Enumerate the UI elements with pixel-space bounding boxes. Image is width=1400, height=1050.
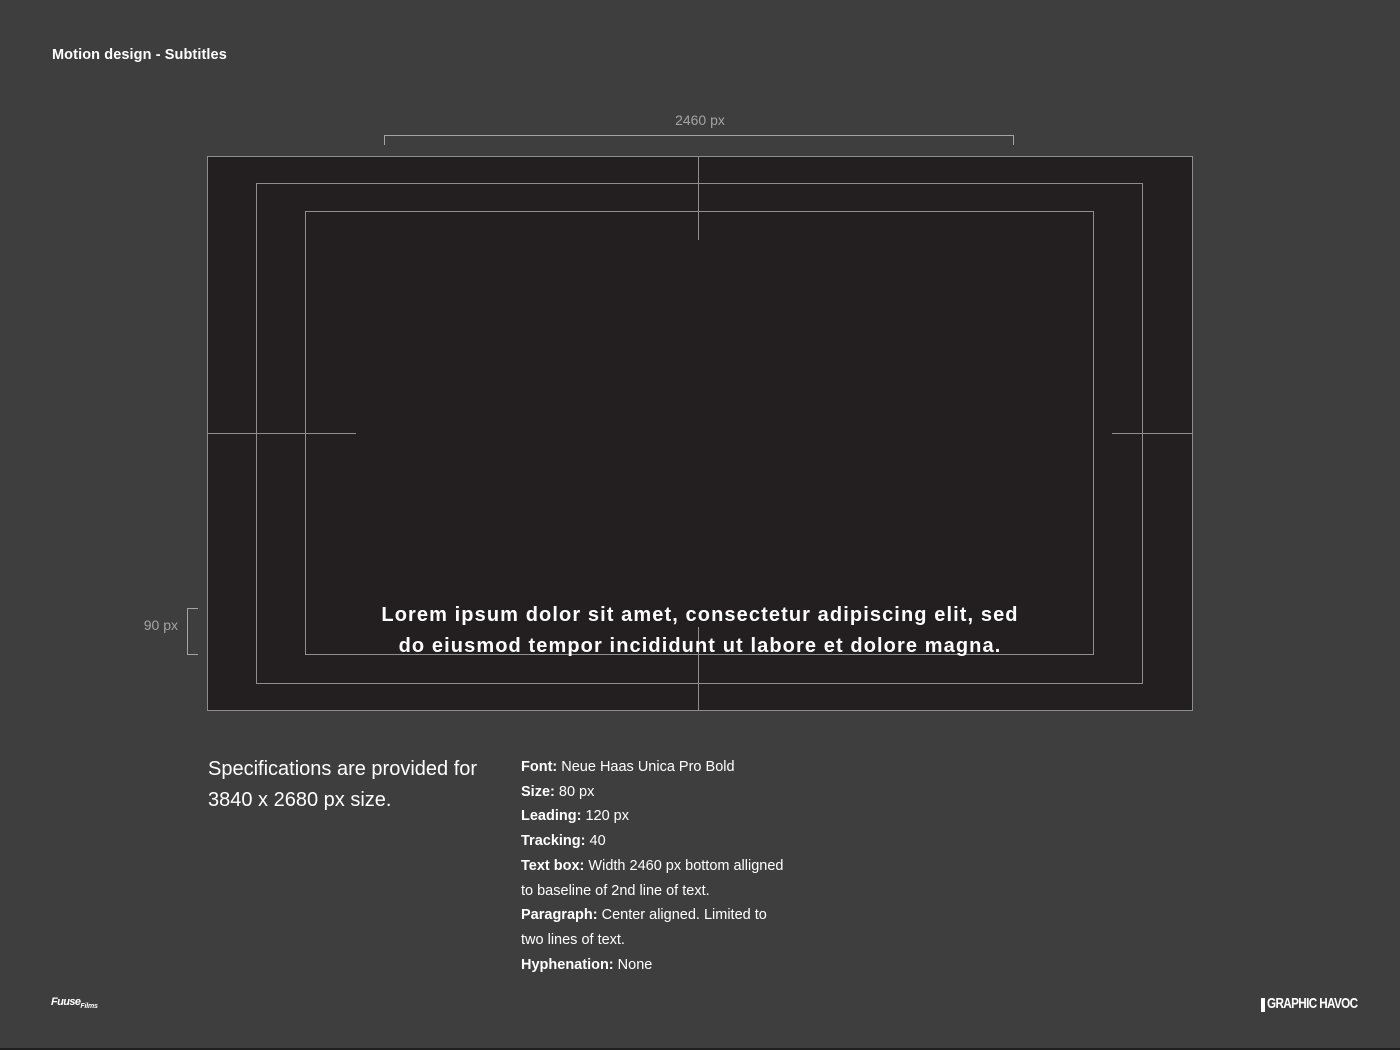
spec-hyphenation	[521, 953, 821, 978]
center-guide-left	[208, 433, 356, 434]
spec-textbox-label: Text box:	[521, 857, 585, 874]
spec-textbox	[521, 854, 821, 879]
width-dimension-label: 2460 px	[675, 112, 725, 128]
spec-intro-line-1: Specifications are provided for	[208, 758, 478, 780]
center-guide-top	[698, 157, 699, 240]
width-dimension-bracket	[384, 135, 1014, 145]
spec-font-value: Neue Haas Unica Pro Bold	[561, 759, 735, 775]
spec-size-label: Size:	[521, 783, 555, 800]
spec-size-value: 80 px	[558, 783, 595, 800]
spec-intro-line-2: 3840 x 2680 px size.	[208, 789, 392, 811]
spec-leading	[521, 804, 821, 829]
graphic-havoc-mark-icon	[1261, 998, 1265, 1012]
spec-textbox-continued: to baseline of 2nd line of text.	[521, 882, 710, 899]
spec-leading-label: Leading:	[521, 808, 582, 825]
spec-leading-value: 120 px	[585, 808, 629, 825]
page-title: Motion design - Subtitles	[52, 47, 227, 63]
height-dimension-bracket	[187, 608, 198, 655]
spec-font-label: Font:	[521, 759, 558, 775]
spec-size	[521, 780, 821, 805]
subtitle-line-1: Lorem ipsum dolor sit amet, consectetur adipiscing elit, sed	[381, 604, 1019, 626]
spec-tracking	[521, 829, 821, 854]
spec-textbox-value-1: Width 2460 px bottom alligned	[588, 857, 784, 874]
spec-tracking-value: 40	[589, 833, 606, 850]
graphic-havoc-logo-text: GRAPHIC HAVOC	[1267, 995, 1358, 1012]
title-safe-area	[305, 211, 1094, 655]
subtitle-line-2: do eiusmod tempor incididunt ut labore et dolore magna.	[398, 635, 1002, 657]
height-dimension-label: 90 px	[143, 617, 178, 633]
spec-hyphenation-value: None	[617, 956, 653, 973]
spec-paragraph-label: Paragraph:	[521, 907, 598, 924]
graphic-havoc-logo	[1261, 995, 1383, 1012]
spec-font	[521, 755, 821, 780]
spec-intro	[208, 754, 477, 816]
spec-paragraph-value-1: Center aligned. Limited to	[601, 907, 767, 924]
fuuse-logo-text: Fuuse	[51, 996, 81, 1008]
spec-paragraph	[521, 903, 821, 928]
fuuse-films-logo	[51, 996, 98, 1008]
subtitle-sample	[345, 600, 1055, 662]
spec-hyphenation-label: Hyphenation:	[521, 956, 614, 973]
spec-list	[521, 755, 821, 977]
spec-tracking-label: Tracking:	[521, 833, 586, 850]
center-guide-right	[1112, 433, 1192, 434]
films-logo-text: Films	[80, 1003, 98, 1010]
spec-paragraph-continued: two lines of text.	[521, 931, 625, 948]
